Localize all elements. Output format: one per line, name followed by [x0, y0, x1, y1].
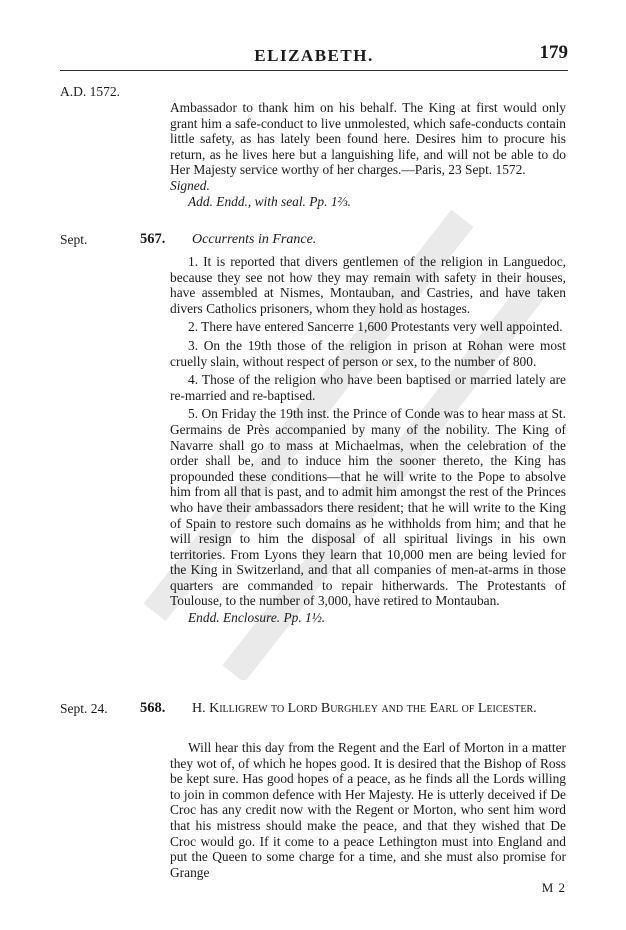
entry-paragraph: 3. On the 19th those of the religion in prison at Rohan were most cruelly slain, without respect of person or sex, to the number of 800. [170, 337, 566, 369]
entry-number: 568. [140, 700, 166, 716]
signed-note: Signed. [170, 177, 210, 193]
entry-paragraph: 2. There have entered Sancerre 1,600 Protestants very well appointed. [188, 319, 563, 335]
entry-title: Occurrents in France. [192, 232, 317, 247]
continued-paragraph: Ambassador to thank him on his behalf. The King at first would only grant him a safe-conduct to live unmolested, which safe-conducts contain little safety, as has lately been found here. Desires him to procure his return, as he lives here but a languishing life, and will not be able to do Her Majesty service worthy of her charges.—Paris, 23 Sept. 1572. [170, 100, 566, 178]
endorsement-note: Add. Endd., with seal. Pp. 1⅔. [188, 193, 351, 209]
entry-body [170, 254, 566, 626]
entry-paragraph: Will hear this day from the Regent and the Earl of Morton in a matter they wot of, of which he hopes good. It is desired that the Bishop of Ross be kept sure. Has good hopes of a peace, as he finds all the Lords willing to join in common defence with Her Majesty. He is utterly deceived if De Croc has any credit now with the Regent or Morton, who sent him word that his mistress should make the peace, and that they wished that De Croc would go. If it come to a peace Lethington must into England and put the Queen to some charge for a time, and she must also promise for Grange [170, 740, 566, 880]
margin-year: A.D. 1572. [60, 84, 120, 99]
signature-mark: M 2 [541, 880, 566, 895]
entry-title: H. Killigrew to Lord Burghley and the Earl of Leicester. [192, 701, 537, 716]
entry-number: 567. [140, 231, 166, 247]
entry-body [170, 740, 566, 883]
entry-paragraph: 5. On Friday the 19th inst. the Prince of Conde was to hear mass at St. Germains de Près accompanied by many of the nobility. The King of Navarre shall go to mass at Michaelmas, when the celebration of the order shall be, and to induce him the sooner thereto, the King has propounded these conditions—that he will write to the Pope to absolve him from all that is past, and to admit him amongst the rest of the Princes who have their ambassadors there resident; that he will write to the King of Spain to restore such domains as he withholds from him; and that he will resign to him the disposal of all spiritual livings in his own territories. From Lyons they learn that 10,000 men are being levied for the King in Switzerland, and that all companies of men-at-arms in those quarters are commanded to repair hitherwards. The Protestants of Toulouse, to the number of 3,000, have retired to Montauban. [170, 406, 566, 609]
entry-date: Sept. [60, 232, 88, 247]
page-header [60, 40, 568, 71]
endorsement-note: Endd. Enclosure. Pp. 1½. [188, 610, 326, 626]
running-title: ELIZABETH. [254, 46, 374, 65]
entry-paragraph: 1. It is reported that divers gentlemen of the religion in Languedoc, because they see not how they may remain with safety in their houses, have assembled at Nismes, Montauban, and Castries, and have taken divers Catholics prisoners, whom they hold as hostages. [170, 254, 566, 316]
entry-date: Sept. 24. [60, 701, 108, 716]
page-number: 179 [539, 42, 568, 63]
entry-paragraph: 4. Those of the religion who have been baptised or married lately are re-married and re-baptised. [170, 372, 566, 403]
continued-entry [170, 100, 566, 209]
